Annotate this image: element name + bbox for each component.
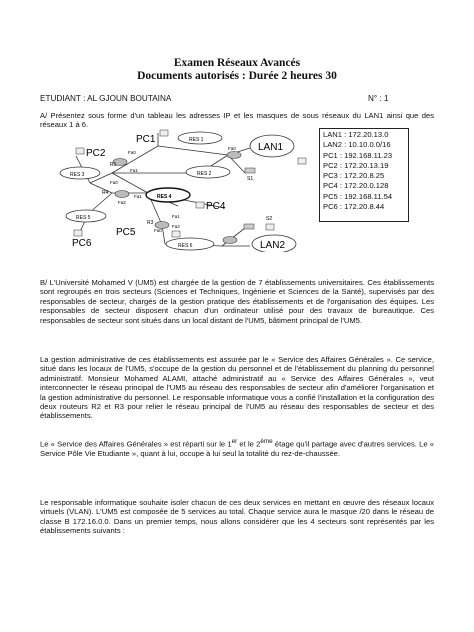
- res1-node: [178, 132, 222, 144]
- paragraph-b4: [40, 498, 434, 536]
- fa2-label-a: Fa2: [118, 200, 126, 205]
- pc-lan1-computer: [298, 158, 306, 164]
- router-r1: [110, 159, 127, 169]
- router-r4: [102, 190, 129, 198]
- res4-node: [146, 188, 190, 202]
- paragraph-b2-text: La gestion administrative de ces établissements est assurée par le « Service des Affaires Générales ». Ce service, situé dans les locaux de l'UM5, s'occupe de la gestion du personnel et de l'établissement du planning du personnel administratif. Monsieur Mohamed ALAMI, attaché administratif au « Service des Affaires Générales », veut interconnecter le réseau principal de l'UM5 au réseau des responsables de secteur afin d'améliorer l'organisation et la gestion administrative du personnel. Le responsable informatique vous a confié l'installation et la configuration des deux routeurs R2 et R3 pour relier le réseau principal de l'UM5 au réseau des responsables de secteur et des établissements.: [40, 355, 434, 421]
- fa0-label-c: Fa0: [110, 180, 118, 185]
- ip-line: PC6 : 172.20.8.44: [323, 202, 385, 212]
- pc2-label: PC2: [86, 148, 106, 159]
- fa1-label-a: Fa1: [130, 168, 138, 173]
- exam-title: Examen Réseaux Avancés: [173, 57, 301, 69]
- ip-line: LAN2 : 10.10.0.0/16: [323, 140, 391, 150]
- question-a: [40, 111, 434, 130]
- fa0-label-d: Fa0: [154, 228, 162, 233]
- ip-line: PC5 : 192.168.11.54: [323, 191, 393, 201]
- b3-part2: et le 2: [237, 439, 261, 449]
- r4-label: R4: [102, 190, 109, 196]
- pc6-label: PC6: [72, 238, 92, 249]
- res1-label: RES 1: [189, 137, 204, 143]
- b3-part1: Le « Service des Affaires Générales » est réparti sur le 1: [40, 439, 232, 449]
- res3-node: [60, 167, 100, 179]
- b3-sup1: er: [231, 438, 238, 445]
- ip-line: PC4 : 172.20.0.128: [323, 181, 389, 191]
- pc1-label: PC1: [136, 134, 156, 145]
- fa2-label-b: Fa2: [172, 224, 180, 229]
- pc-lan2-computer: [266, 224, 274, 230]
- res2-node: [186, 166, 230, 178]
- lan2-cloud: [252, 235, 296, 252]
- paragraph-b3-text: [40, 437, 434, 458]
- router-r2: [227, 152, 241, 159]
- lan1-label: LAN1: [258, 142, 284, 153]
- paragraph-b2: [40, 355, 434, 421]
- paragraph-b1: [40, 278, 434, 325]
- paragraph-b3: [40, 437, 434, 458]
- r3-label: R3: [147, 220, 154, 226]
- fa0-label-b: Fa0: [228, 146, 236, 151]
- ip-address-box: [319, 128, 409, 222]
- res3-label: RES 3: [70, 172, 85, 178]
- ip-line: PC2 : 172.20.13.19: [323, 160, 389, 170]
- ip-line: LAN1 : 172.20.13.0: [323, 130, 389, 139]
- router-lan2: [223, 237, 237, 244]
- fa0-label-a: Fa0: [128, 150, 136, 155]
- pc5-label: PC5: [116, 227, 136, 238]
- res2-label: RES 2: [197, 171, 212, 177]
- res4-label: RES 4: [157, 194, 172, 200]
- lan1-cloud: [250, 135, 294, 157]
- pc6-computer: [72, 230, 92, 249]
- b3-part3: étage qu'il partage avec d'autres services. Le « Service Pôle Vie Etudiante », quant à lui, occupe à lui seul la totalité du rez-de-chaussée.: [40, 439, 435, 458]
- lan2-label: LAN2: [260, 240, 286, 251]
- r1-label: R1: [110, 162, 117, 168]
- res5-label: RES 5: [76, 215, 91, 221]
- student-name: ETUDIANT : AL GJOUN BOUTAINA: [40, 94, 172, 103]
- pc1-computer: [136, 130, 168, 145]
- pc4-computer: [196, 201, 226, 212]
- fa1-label-c: Fa1: [172, 214, 180, 219]
- question-a-text: A/ Présentez sous forme d'un tableau les adresses IP et les masques de sous réseaux du LAN1 ainsi que des réseaux 1 à 6.: [40, 111, 434, 130]
- res6-node: [166, 238, 214, 250]
- network-diagram: [50, 128, 316, 252]
- ip-line: PC3 : 172.20.8.25: [323, 171, 385, 181]
- fa1-label-b: Fa1: [134, 194, 142, 199]
- switch-s1: [245, 168, 255, 182]
- student-number: N° : 1: [368, 94, 389, 103]
- res6-label: RES 6: [178, 243, 193, 249]
- paragraph-b4-text: Le responsable informatique souhaite isoler chacun de ces deux services en mettant en œuvre des réseaux locaux virtuels (VLAN). L'UM5 est composée de 5 services au total. Chaque service aura le masque /20 dans le réseau de classe B 172.16.0.0. Dans un premier temps, nous allons considérer que les 4 secteurs sont représentés par les établissements suivants :: [40, 498, 434, 536]
- b3-sup2: ème: [260, 438, 273, 445]
- ip-line: PC1 : 192.168.11.23: [323, 150, 393, 160]
- res5-node: [66, 210, 106, 222]
- s1-label: S1: [247, 176, 254, 182]
- pc5-computer: [116, 227, 180, 238]
- pc2-computer: [76, 148, 106, 159]
- exam-subtitle: Documents autorisés : Durée 2 heures 30: [137, 70, 337, 82]
- s2-label: S2: [266, 216, 273, 222]
- pc4-label: PC4: [206, 201, 226, 212]
- paragraph-b1-text: B/ L'Université Mohamed V (UM5) est chargée de la gestion de 7 établissements universitaires. Ces établissements sont regroupés en trois secteurs (Sciences et Techniques, Ingénierie et Sciences de la Santé), supervisés par des responsables de secteur, chargés de la gestion pratique des établissements et de l'organisation des équipes. Les responsables de secteur disposent chacun d'un ordinateur utilisé pour des travaux de bureautique. Ces responsables de secteur sont situés dans un local distant de l'UM5, bâtiment principal de l'UM5.: [40, 278, 434, 325]
